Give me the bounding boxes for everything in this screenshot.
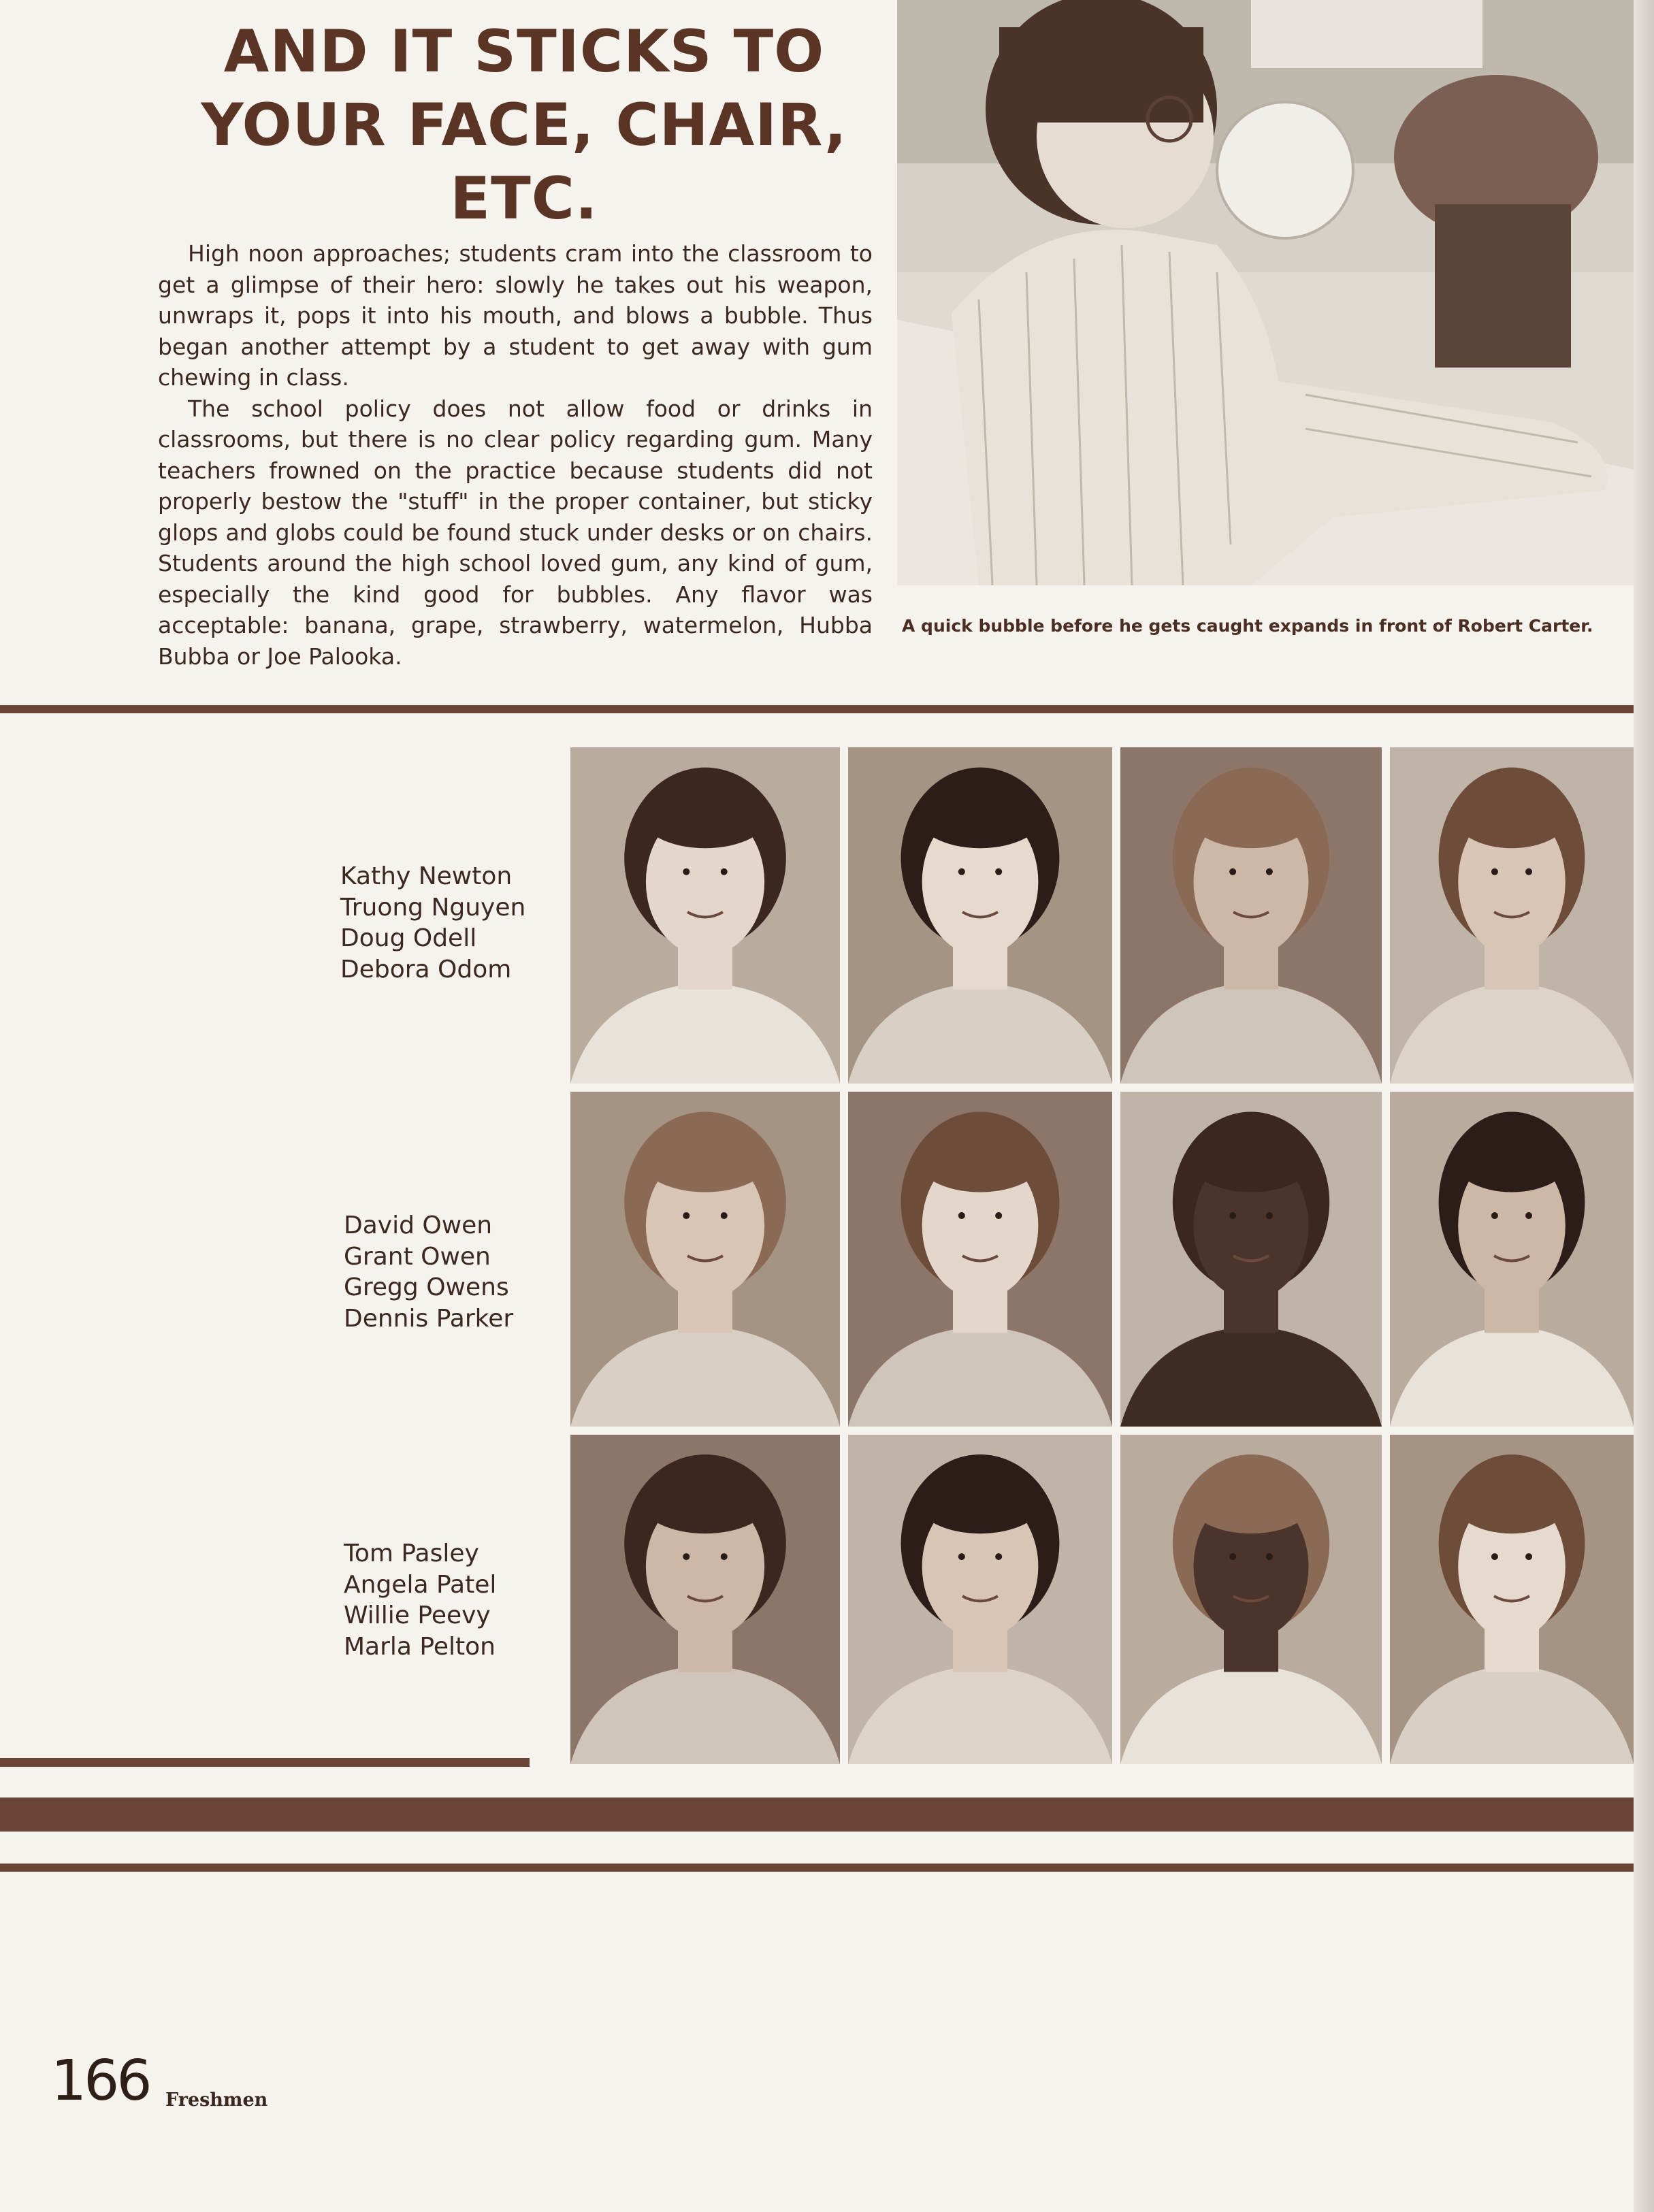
student-name: Marla Pelton — [344, 1632, 496, 1661]
student-name: Kathy Newton — [340, 862, 513, 890]
student-name: Debora Odom — [340, 955, 512, 983]
student-name: Dennis Parker — [344, 1304, 514, 1333]
thick-band-rule — [0, 1798, 1634, 1832]
section-end-rule — [0, 1758, 530, 1767]
student-portrait — [1120, 1092, 1382, 1427]
student-name: Grant Owen — [344, 1242, 491, 1271]
article-paragraph-1: High noon approaches; students cram into the classroom to get a glimpse of their hero: slowly he takes out his weapon, unwraps it, pops it into his mouth, and blows a bubble. Thus began another attempt by a student to get away with gum chewing in class. — [158, 240, 873, 391]
page-number: 166 — [51, 2049, 150, 2113]
name-list-row-1 — [340, 861, 525, 985]
student-name: Tom Pasley — [344, 1540, 479, 1567]
article-body — [158, 238, 873, 672]
student-portrait — [1390, 1435, 1634, 1764]
student-name: Truong Nguyen — [340, 893, 526, 922]
student-portrait — [1390, 1092, 1634, 1427]
top-divider-rule — [0, 705, 1634, 713]
headline-line-1: AND IT STICKS TO — [223, 18, 825, 86]
page-headline — [184, 15, 864, 235]
student-portrait — [1120, 1435, 1382, 1764]
student-portrait — [1390, 747, 1634, 1084]
student-portrait — [570, 747, 840, 1084]
name-list-row-3 — [344, 1538, 496, 1662]
section-label: Freshmen — [165, 2089, 268, 2111]
student-portrait — [570, 1435, 840, 1764]
student-name: Doug Odell — [340, 924, 477, 952]
student-portrait — [848, 1435, 1112, 1764]
name-list-row-2 — [344, 1210, 513, 1334]
article-paragraph-2: The school policy does not allow food or drinks in classrooms, but there is no clear policy regarding gum. Many teachers frowned on the practice because students did not properly bestow the "stuff" in the proper container, but sticky glops and globs could be found stuck under desks or on chairs. Students around the high school loved gum, any kind of gum, especially the kind good for bubbles. Any flavor was acceptable: banana, grape, strawberry, watermelon, Hubba Bubba or Joe Palooka. — [158, 395, 873, 670]
student-portrait — [1120, 747, 1382, 1084]
page-edge — [1634, 0, 1654, 2212]
student-portrait — [570, 1092, 840, 1427]
student-portrait — [848, 1092, 1112, 1427]
photo-caption: A quick bubble before he gets caught expands in front of Robert Carter. — [902, 616, 1593, 636]
student-name: Angela Patel — [344, 1570, 497, 1599]
bubble-gum-photo — [897, 0, 1635, 585]
student-name: David Owen — [344, 1211, 493, 1239]
student-portrait — [848, 747, 1112, 1084]
student-name: Gregg Owens — [344, 1273, 509, 1301]
thin-band-rule — [0, 1864, 1634, 1872]
student-name: Willie Peevy — [344, 1601, 491, 1629]
headline-line-3: ETC. — [450, 165, 598, 233]
headline-line-2: YOUR FACE, CHAIR, — [201, 91, 847, 159]
